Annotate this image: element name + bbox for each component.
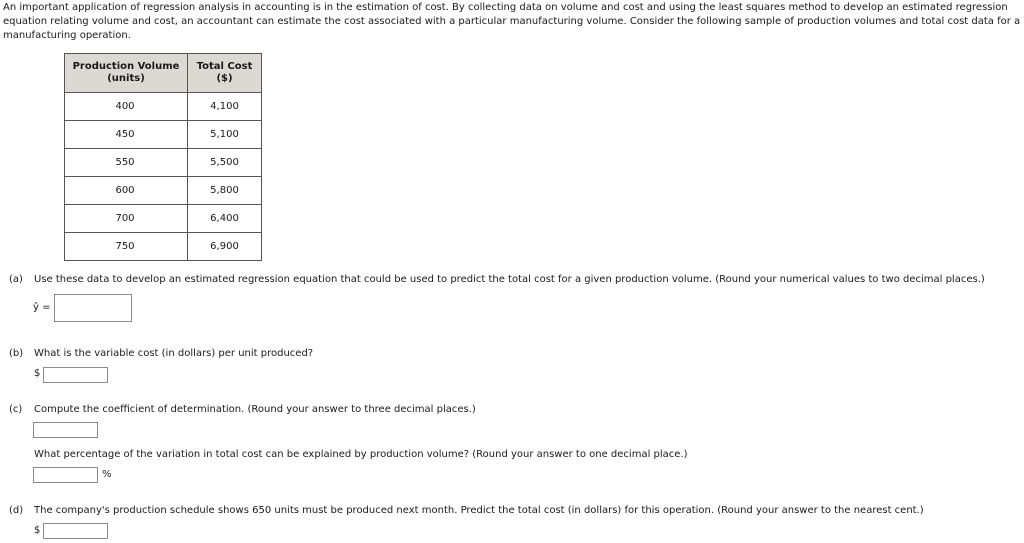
volume-cell: 600 bbox=[65, 177, 188, 205]
yhat-label: ŷ = bbox=[33, 302, 51, 313]
coefficient-of-determination-input[interactable] bbox=[33, 422, 98, 438]
question-c bbox=[9, 403, 1019, 417]
total-cost-prediction-input[interactable] bbox=[43, 523, 108, 539]
question-a bbox=[9, 273, 1019, 287]
header-line: Production Volume bbox=[72, 61, 180, 72]
question-b bbox=[9, 347, 1019, 361]
table-row bbox=[65, 233, 262, 261]
cost-cell: 5,800 bbox=[188, 177, 262, 205]
table-row bbox=[65, 121, 262, 149]
header-line: Total Cost bbox=[196, 61, 253, 72]
header-unit: (units) bbox=[107, 73, 145, 84]
cost-cell: 6,900 bbox=[188, 233, 262, 261]
header-total-cost bbox=[188, 54, 262, 93]
question-d-label: (d) bbox=[9, 505, 24, 516]
table-row bbox=[65, 149, 262, 177]
question-a-label: (a) bbox=[9, 274, 23, 285]
percentage-question: What percentage of the variation in total cost can be explained by production volume? (Round your answer to one decimal place.) bbox=[34, 449, 688, 460]
question-a-text: Use these data to develop an estimated regression equation that could be used to predict the total cost for a given production volume. (Round your numerical values to two decimal places.) bbox=[34, 274, 985, 285]
volume-cell: 750 bbox=[65, 233, 188, 261]
table-row bbox=[65, 205, 262, 233]
cost-cell: 5,100 bbox=[188, 121, 262, 149]
header-unit: ($) bbox=[216, 73, 233, 84]
dollar-sign: $ bbox=[34, 525, 41, 536]
variable-cost-input[interactable] bbox=[43, 367, 108, 383]
cost-cell: 4,100 bbox=[188, 93, 262, 121]
volume-cell: 550 bbox=[65, 149, 188, 177]
table-row bbox=[65, 93, 262, 121]
cost-cell: 5,500 bbox=[188, 149, 262, 177]
percent-sign: % bbox=[102, 469, 112, 480]
regression-equation-input[interactable] bbox=[54, 294, 132, 322]
table-row bbox=[65, 177, 262, 205]
volume-cell: 700 bbox=[65, 205, 188, 233]
question-d-text: The company's production schedule shows 650 units must be produced next month. Predict the total cost (in dollars) for this operation. (Round your answer to the nearest cent.) bbox=[34, 505, 924, 516]
question-c-label: (c) bbox=[9, 404, 23, 415]
cost-cell: 6,400 bbox=[188, 205, 262, 233]
problem-intro: An important application of regression analysis in accounting is in the estimation of cost. By collecting data on volume and cost and using the least squares method to develop an estimated regression equation relating volume and cost, an accountant can estimate the cost associated with a particular manufacturing volume. Consider the following sample of production volumes and total cost data for a manufacturing operation. bbox=[3, 2, 1021, 41]
dollar-sign: $ bbox=[34, 368, 41, 379]
volume-cell: 450 bbox=[65, 121, 188, 149]
question-c-text: Compute the coefficient of determination. (Round your answer to three decimal places.) bbox=[34, 404, 476, 415]
question-b-label: (b) bbox=[9, 348, 24, 359]
volume-cell: 400 bbox=[65, 93, 188, 121]
question-b-text: What is the variable cost (in dollars) per unit produced? bbox=[34, 348, 314, 359]
data-table bbox=[64, 53, 262, 261]
table-header-row bbox=[65, 54, 262, 93]
percentage-input[interactable] bbox=[33, 467, 98, 483]
question-d bbox=[9, 504, 1019, 518]
header-production-volume bbox=[65, 54, 188, 93]
